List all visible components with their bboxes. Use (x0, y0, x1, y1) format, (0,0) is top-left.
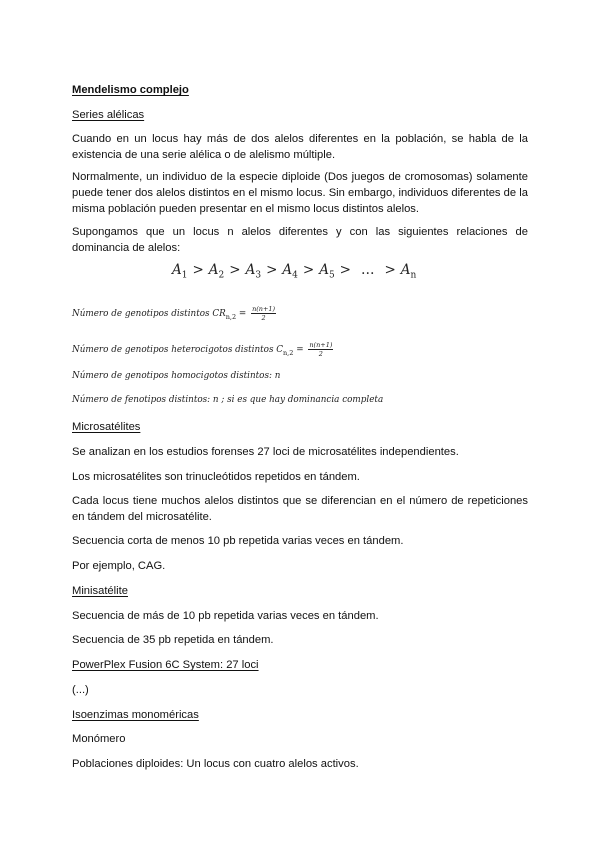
dominance-chain-formula: $A_1 > A_2 > A_3 > A_4 > A_5$ > … > $A_n$ (172, 262, 417, 281)
paragraph-micro-4: Secuencia corta de menos 10 pb repetida varias veces en tándem. (72, 535, 404, 547)
paragraph-series-2: Normalmente, un individuo de la especie diploide (Dos juegos de cromosomas) solamente puede tener dos alelos distintos en el mismo locus. Sin embargo, individuos diferentes de la misma población pueden presentar en el mismo locus distintos alelos. (72, 171, 528, 215)
heading-series-alelicas: Series alélicas (72, 109, 145, 121)
paragraph-mini-1: Secuencia de más de 10 pb repetida varias veces en tándem. (72, 610, 379, 622)
heading-isoenzimas: Isoenzimas monoméricas (72, 709, 199, 721)
formula-genotipos-heterocigotos: Número de genotipos heterocigotos distintos $C_{n,2}$ = $\frac{n(n+1)}{2}$ (72, 341, 333, 358)
paragraph-micro-3: Cada locus tiene muchos alelos distintos que se diferencian en el número de repeticiones en tándem del microsatélite. (72, 495, 528, 523)
paragraph-micro-2: Los microsatélites son trinucleótidos repetidos en tándem. (72, 471, 360, 483)
formula-genotipos-distintos: Número de genotipos distintos $CR_{n,2}$ = $\frac{n(n+1)}{2}$ (72, 305, 276, 322)
heading-powerplex: PowerPlex Fusion 6C System: 27 loci (72, 659, 259, 671)
paragraph-iso-2: Poblaciones diploides: Un locus con cuatro alelos activos. (72, 758, 359, 770)
paragraph-series-3: Supongamos que un locus n alelos diferentes y con las siguientes relaciones de dominancia de alelos: (72, 226, 528, 254)
heading-minisatelite: Minisatélite (72, 585, 128, 597)
paragraph-series-1: Cuando en un locus hay más de dos alelos diferentes en la población, se habla de la existencia de una serie alélica o de alelismo múltiple. (72, 133, 528, 161)
paragraph-micro-1: Se analizan en los estudios forenses 27 loci de microsatélites independientes. (72, 446, 459, 458)
formula-fenotipos-distintos: Número de fenotipos distintos: n ; si es que hay dominancia completa (72, 395, 384, 405)
heading-microsatelites: Microsatélites (72, 421, 141, 433)
formula-genotipos-homocigotos: Número de genotipos homocigotos distintos: n (72, 371, 281, 381)
paragraph-powerplex-1: (...) (72, 684, 89, 696)
paragraph-micro-5: Por ejemplo, CAG. (72, 560, 166, 572)
page-title: Mendelismo complejo (72, 84, 189, 96)
paragraph-iso-1: Monómero (72, 733, 126, 745)
paragraph-mini-2: Secuencia de 35 pb repetida en tándem. (72, 634, 274, 646)
